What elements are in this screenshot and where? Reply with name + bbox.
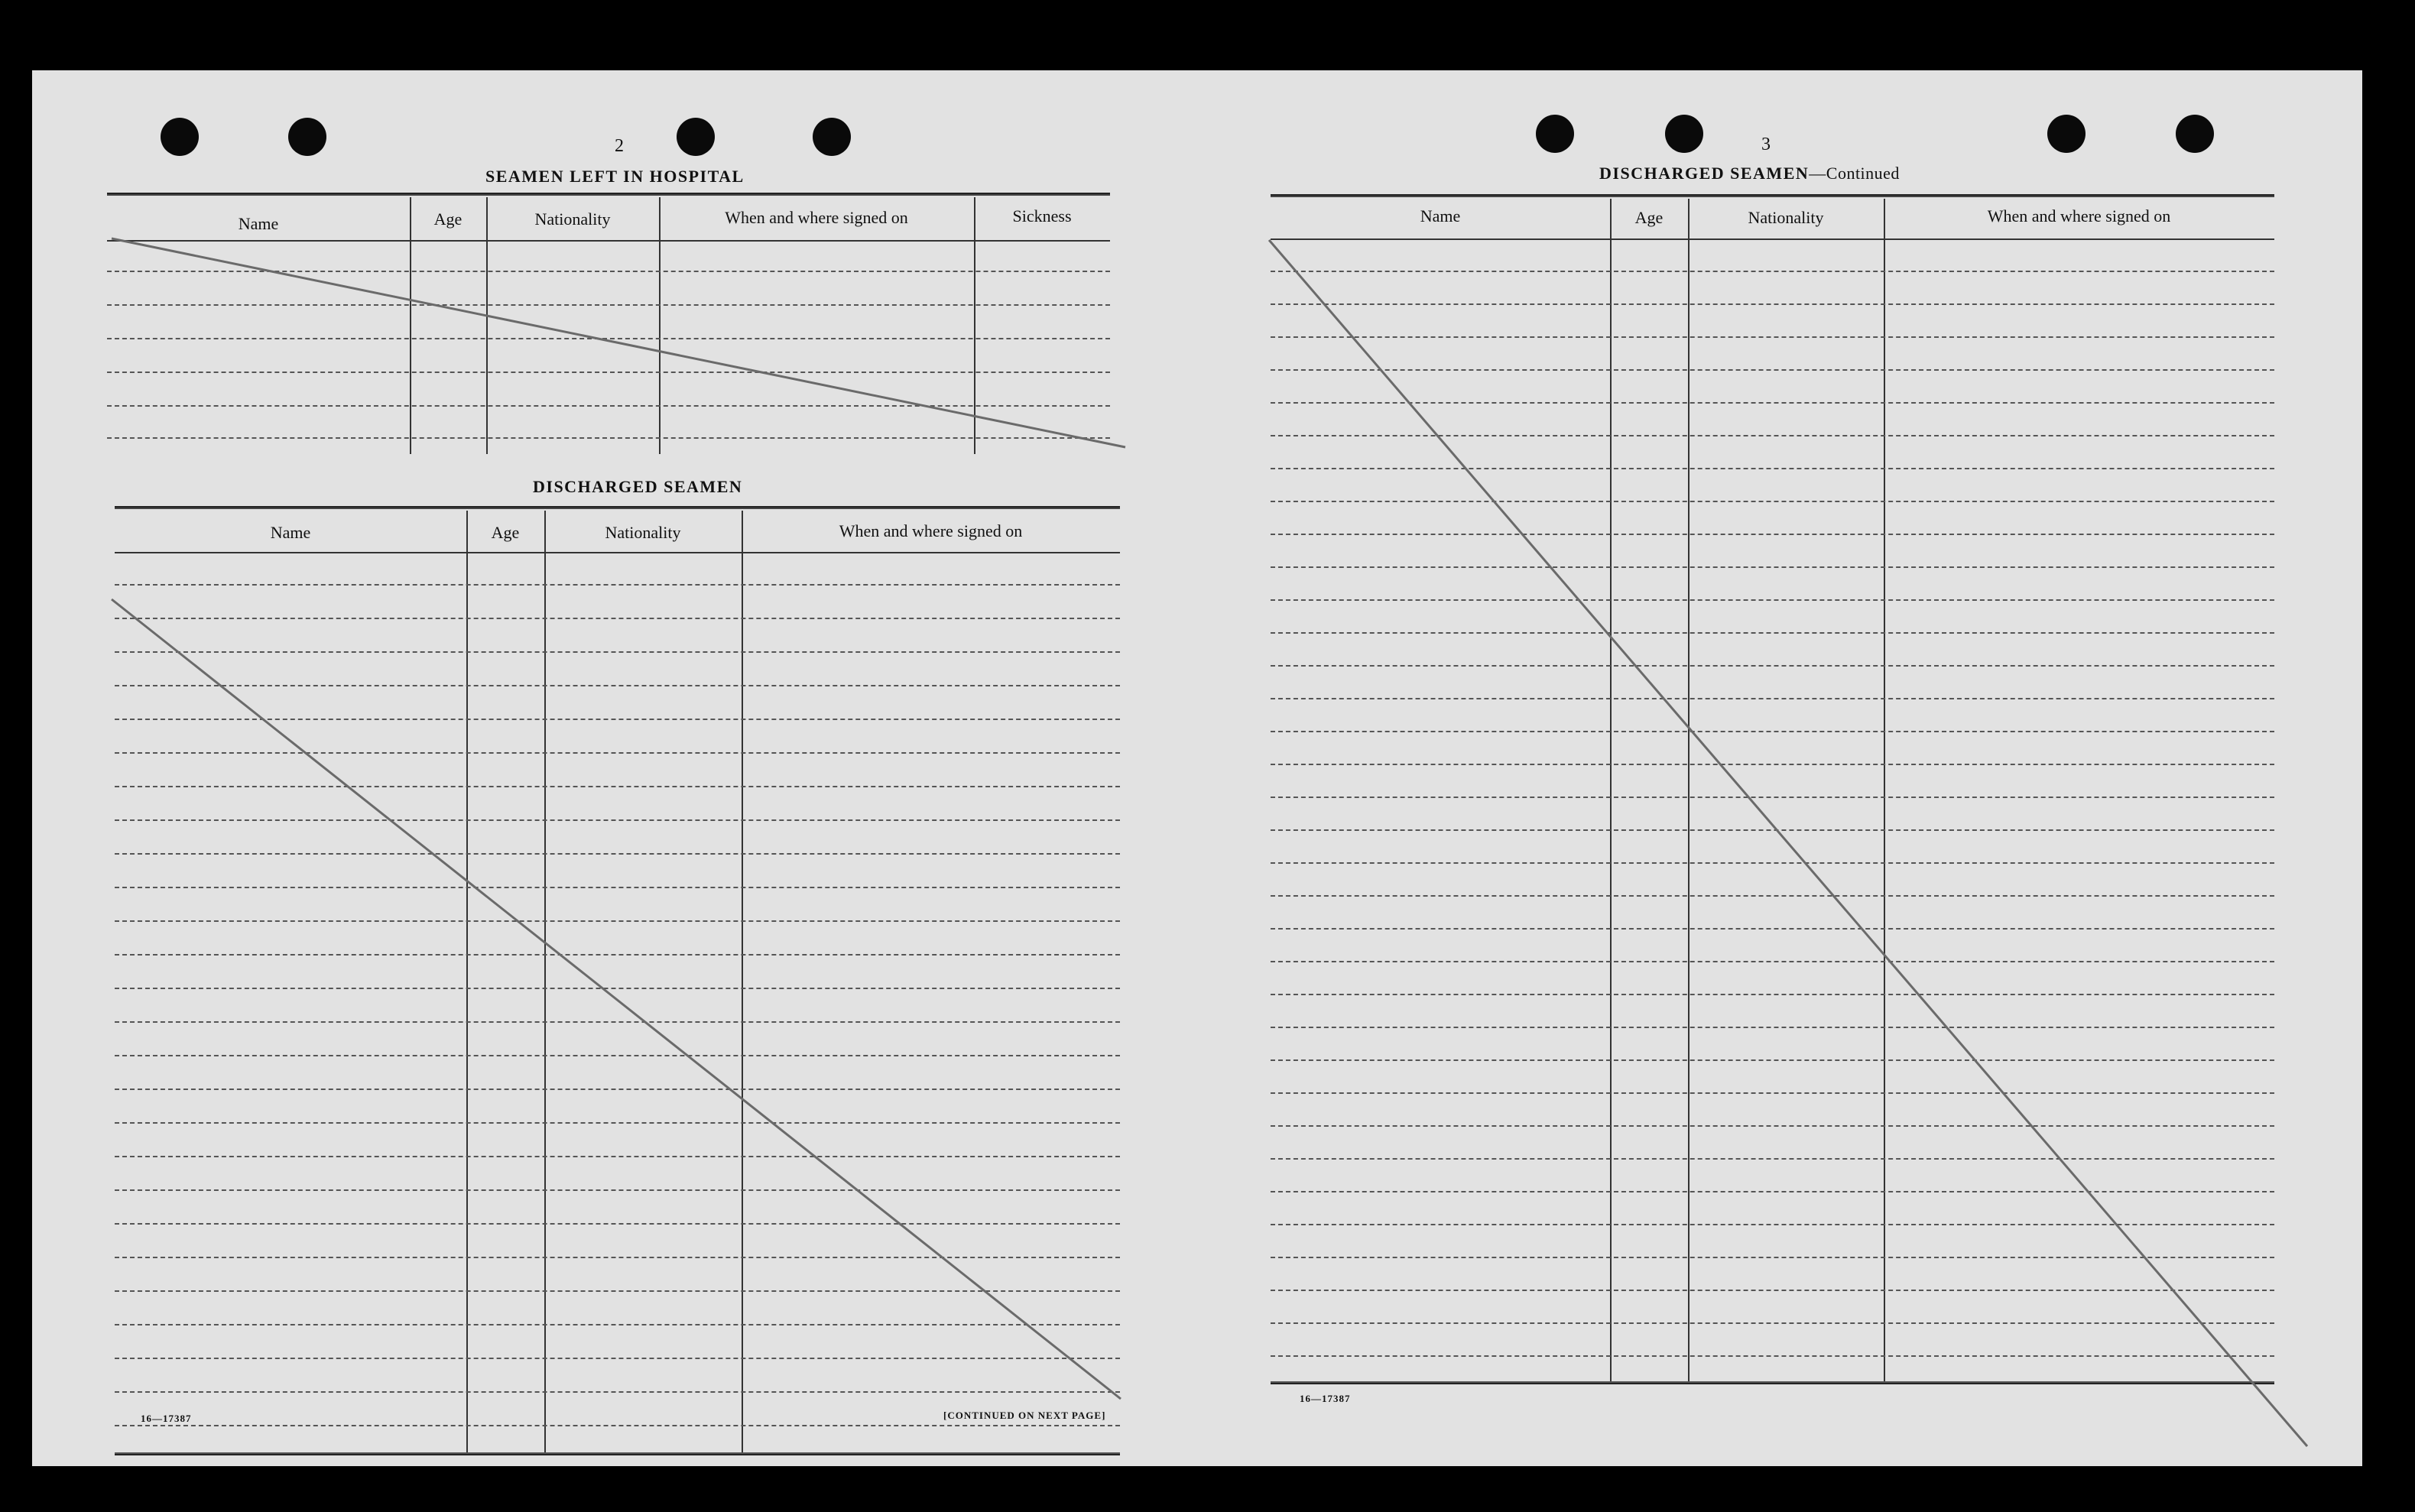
continued-note: [CONTINUED ON NEXT PAGE]: [943, 1410, 1106, 1421]
column-header-name: Name: [270, 523, 311, 542]
column-header-signed-on: When and where signed on: [839, 521, 1023, 540]
column-header-signed-on: When and where signed on: [1987, 206, 2171, 226]
page-number: 2: [615, 136, 624, 156]
column-header-name: Name: [1420, 206, 1461, 226]
column-header-nationality: Nationality: [1748, 208, 1824, 227]
cancel-stroke-discharged-right: [1269, 240, 2307, 1446]
cancellation-strokes: [32, 70, 2362, 1466]
column-header-sickness: Sickness: [1012, 206, 1072, 226]
form-number: 16—17387: [1300, 1393, 1351, 1404]
document-sheet: [32, 70, 2362, 1466]
cancel-stroke-discharged-left: [112, 599, 1121, 1399]
column-header-name: Name: [238, 214, 279, 233]
cancel-stroke-hospital: [112, 238, 1125, 447]
column-header-nationality: Nationality: [534, 209, 611, 229]
column-header-age: Age: [433, 209, 463, 229]
continued-suffix: —Continued: [1809, 164, 1900, 183]
section-title-text: DISCHARGED SEAMEN: [1599, 164, 1810, 183]
form-number: 16—17387: [141, 1413, 192, 1424]
page-number: 3: [1761, 135, 1771, 154]
column-header-age: Age: [1634, 208, 1664, 227]
section-title-discharged: DISCHARGED SEAMEN: [533, 477, 743, 496]
column-header-age: Age: [491, 523, 520, 542]
column-header-signed-on: When and where signed on: [725, 208, 908, 227]
section-title-hospital: SEAMEN LEFT IN HOSPITAL: [485, 167, 745, 186]
column-header-nationality: Nationality: [605, 523, 681, 542]
